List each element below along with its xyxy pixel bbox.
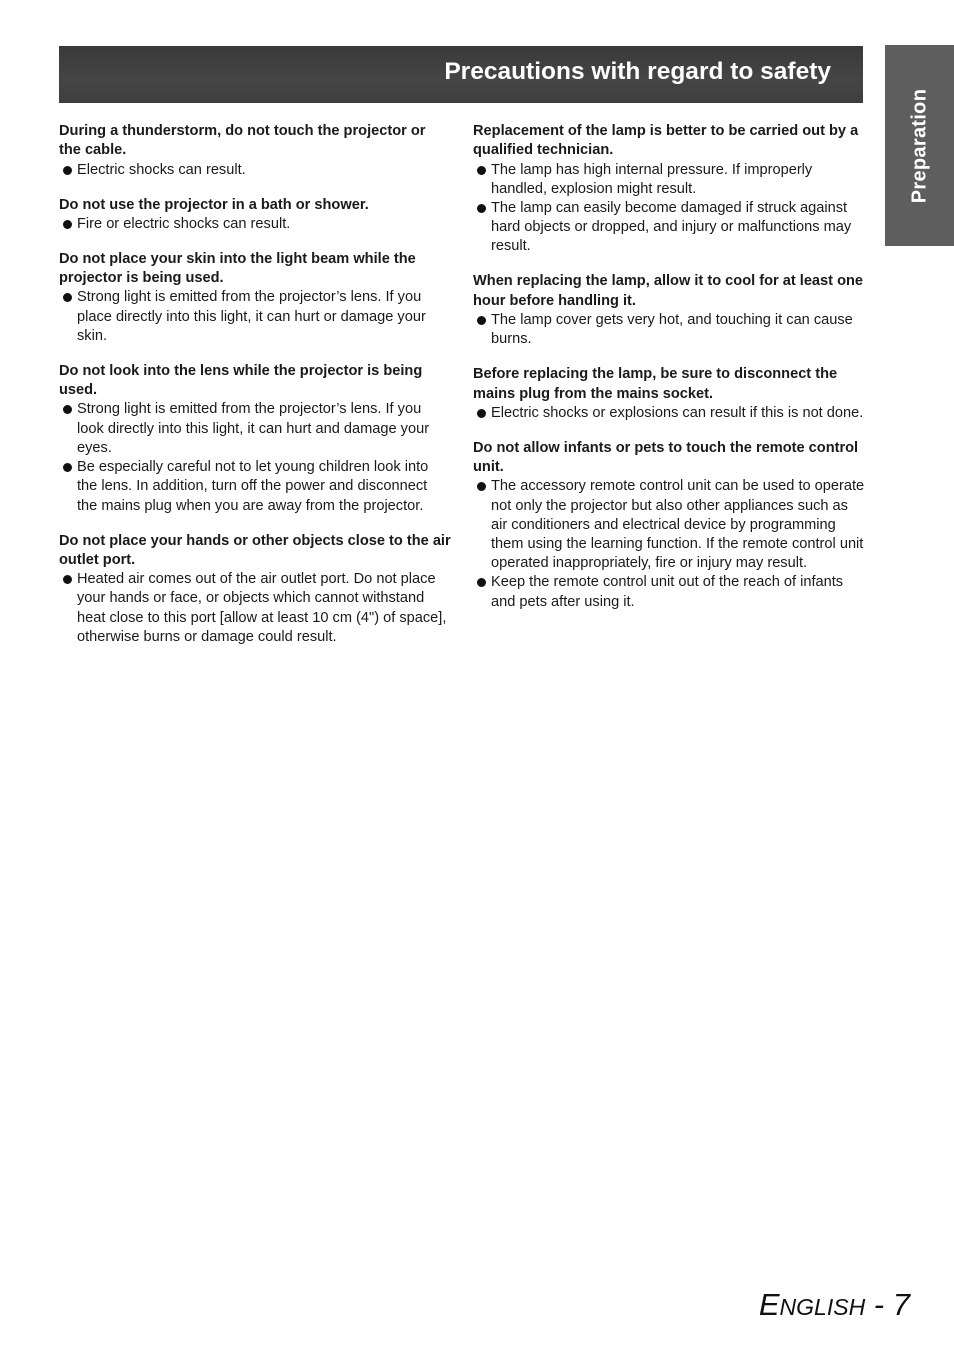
bullet-dot-icon <box>477 409 486 418</box>
precaution-section <box>473 365 865 423</box>
chapter-tab <box>885 45 954 246</box>
list-item <box>473 161 865 199</box>
precaution-bullet-list <box>473 161 865 257</box>
bullet-text: Heated air comes out of the air outlet port. Do not place your hands or face, or objects which cannot withstand heat close to this port [allow at least 10 cm (4") of space], otherwise burns or damage could result. <box>77 571 447 645</box>
precaution-section <box>473 272 865 349</box>
precaution-heading: Do not place your skin into the light beam while the projector is being used. <box>59 250 416 287</box>
list-item <box>59 161 451 180</box>
bullet-dot-icon <box>63 293 72 302</box>
bullet-text: The accessory remote control unit can be used to operate not only the projector but also other appliances such as air conditioners and electrical device by programming them using the learning function. If the remote control unit operated inappropriately, fire or injury may result. <box>491 478 865 572</box>
precaution-heading: During a thunderstorm, do not touch the projector or the cable. <box>59 123 426 159</box>
bullet-text: Electric shocks or explosions can result if this is not done. <box>491 404 864 421</box>
left-column <box>59 122 451 663</box>
precaution-heading: Before replacing the lamp, be sure to disconnect the mains plug from the mains socket. <box>473 366 838 402</box>
precaution-bullet-list <box>59 288 451 346</box>
bullet-text: Electric shocks can result. <box>77 161 246 178</box>
precaution-heading: When replacing the lamp, allow it to cool for at least one hour before handling it. <box>473 273 864 309</box>
list-item <box>59 215 451 234</box>
bullet-text: Fire or electric shocks can result. <box>77 215 291 232</box>
list-item <box>59 458 451 516</box>
bullet-dot-icon <box>477 482 486 491</box>
bullet-text: The lamp cover gets very hot, and touching it can cause burns. <box>491 312 853 348</box>
bullet-dot-icon <box>63 575 72 584</box>
footer-separator: - <box>865 1287 893 1322</box>
bullet-dot-icon <box>477 578 486 587</box>
section-header-bar <box>59 46 863 103</box>
precaution-heading: Replacement of the lamp is better to be carried out by a qualified technician. <box>473 123 859 159</box>
list-item <box>473 573 865 611</box>
precaution-section <box>59 362 451 516</box>
bullet-text: Strong light is emitted from the projector’s lens. If you place directly into this light, it can hurt or damage your skin. <box>77 289 426 344</box>
footer-language-initial: E <box>758 1287 780 1322</box>
bullet-dot-icon <box>63 220 72 229</box>
precaution-section <box>59 250 451 346</box>
bullet-dot-icon <box>63 166 72 175</box>
list-item <box>473 311 865 349</box>
footer-language-rest: NGLISH <box>779 1294 866 1320</box>
precaution-section <box>59 196 451 235</box>
bullet-text: The lamp can easily become damaged if struck against hard objects or dropped, and injury or malfunctions may result. <box>491 200 852 255</box>
list-item <box>59 570 451 647</box>
page-footer <box>759 1287 910 1323</box>
precaution-section <box>473 122 865 257</box>
list-item <box>59 400 451 458</box>
bullet-dot-icon <box>477 204 486 213</box>
bullet-dot-icon <box>477 316 486 325</box>
page-title: Precautions with regard to safety <box>444 58 831 85</box>
precaution-heading: Do not place your hands or other objects close to the air outlet port. <box>59 532 451 568</box>
precaution-bullet-list <box>473 404 865 423</box>
precaution-bullet-list <box>59 570 451 647</box>
precaution-heading: Do not allow infants or pets to touch the remote control unit. <box>473 439 859 476</box>
bullet-dot-icon <box>477 166 486 175</box>
precaution-section <box>473 439 865 612</box>
chapter-tab-label: Preparation <box>908 88 930 203</box>
precaution-bullet-list <box>473 311 865 349</box>
precaution-heading: Do not use the projector in a bath or shower. <box>59 196 369 213</box>
list-item <box>473 404 865 423</box>
precaution-bullet-list <box>59 161 451 180</box>
bullet-text: Strong light is emitted from the projector’s lens. If you look directly into this light, it can hurt and damage your eyes. <box>77 401 430 456</box>
precaution-bullet-list <box>473 477 865 611</box>
precaution-section <box>59 532 451 647</box>
bullet-text: Be especially careful not to let young children look into the lens. In addition, turn off the power and disconnect the mains plug when you are away from the projector. <box>77 459 429 514</box>
bullet-text: The lamp has high internal pressure. If improperly handled, explosion might result. <box>491 161 813 197</box>
bullet-dot-icon <box>63 463 72 472</box>
list-item <box>59 288 451 346</box>
page-number: 7 <box>892 1287 910 1322</box>
right-column <box>473 122 865 628</box>
bullet-dot-icon <box>63 405 72 414</box>
precaution-heading: Do not look into the lens while the projector is being used. <box>59 362 423 399</box>
precaution-bullet-list <box>59 215 451 234</box>
list-item <box>473 477 865 573</box>
precaution-bullet-list <box>59 400 451 515</box>
precaution-section <box>59 122 451 180</box>
bullet-text: Keep the remote control unit out of the reach of infants and pets after using it. <box>491 574 844 610</box>
list-item <box>473 199 865 257</box>
